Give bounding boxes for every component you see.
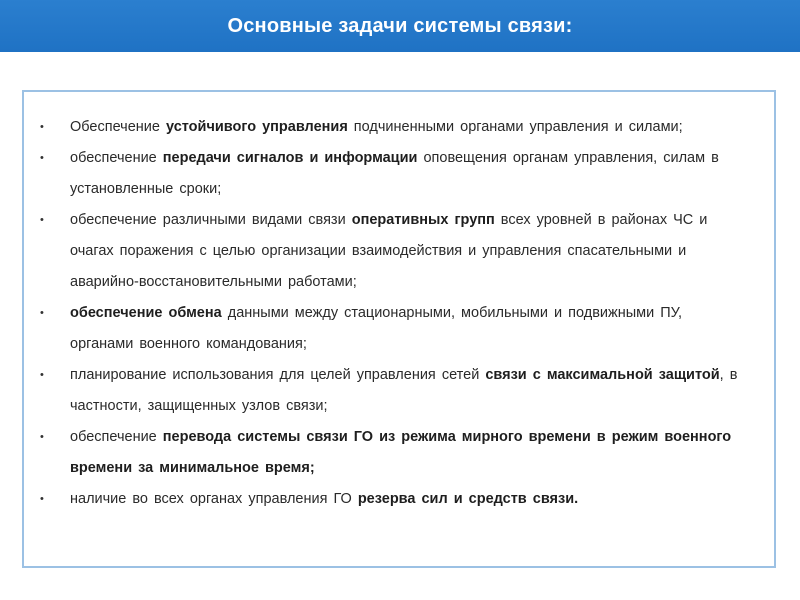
page-title: Основные задачи системы связи:: [227, 14, 573, 37]
task-text: , в частности, защищенных узлов связи;: [70, 367, 738, 414]
task-text: всех уровней в районах ЧС и очагах поражения с целью организации взаимодействия и управления спасательными и аварийно-восстановительными работами;: [70, 212, 708, 290]
bullet-icon: •: [40, 214, 44, 226]
task-text: обеспечение: [70, 429, 163, 445]
bullet-icon: •: [40, 493, 44, 505]
list-item: [40, 143, 748, 205]
emphasis-text: обеспечение обмена: [70, 305, 222, 321]
task-text: оповещения органам управления, силам в установленные сроки;: [70, 150, 719, 197]
list-item: [40, 484, 748, 515]
task-text: наличие во всех органах управления ГО: [70, 491, 358, 507]
bullet-icon: •: [40, 152, 44, 164]
list-item: [40, 112, 748, 143]
task-text: подчиненными органами управления и силами;: [347, 119, 683, 135]
bullet-icon: •: [40, 121, 44, 133]
task-text: обеспечение: [70, 150, 163, 166]
list-item: [40, 205, 748, 298]
bullet-icon: •: [40, 307, 44, 319]
emphasis-text: оперативных групп: [351, 212, 495, 228]
list-item: [40, 422, 748, 484]
tasks-panel: [22, 90, 776, 568]
task-text: обеспечение различными видами связи: [70, 212, 352, 228]
task-text: Обеспечение: [70, 119, 166, 135]
task-text: данными между стационарными, мобильными и подвижными ПУ, органами военного командования;: [70, 305, 682, 352]
emphasis-text: передачи сигналов и информации: [162, 150, 418, 166]
title-bar: [0, 0, 800, 52]
task-list: [24, 92, 774, 515]
bullet-icon: •: [40, 369, 44, 381]
emphasis-text: резерва сил и средств связи.: [357, 491, 579, 507]
task-text: планирование использования для целей управления сетей: [70, 367, 486, 383]
bullet-icon: •: [40, 431, 44, 443]
emphasis-text: связи с максимальной защитой: [485, 367, 720, 383]
emphasis-text: устойчивого управления: [166, 119, 348, 135]
list-item: [40, 298, 748, 360]
list-item: [40, 360, 748, 422]
emphasis-text: перевода системы связи ГО из режима мирного времени в режим военного времени за минимальное время;: [70, 429, 732, 476]
